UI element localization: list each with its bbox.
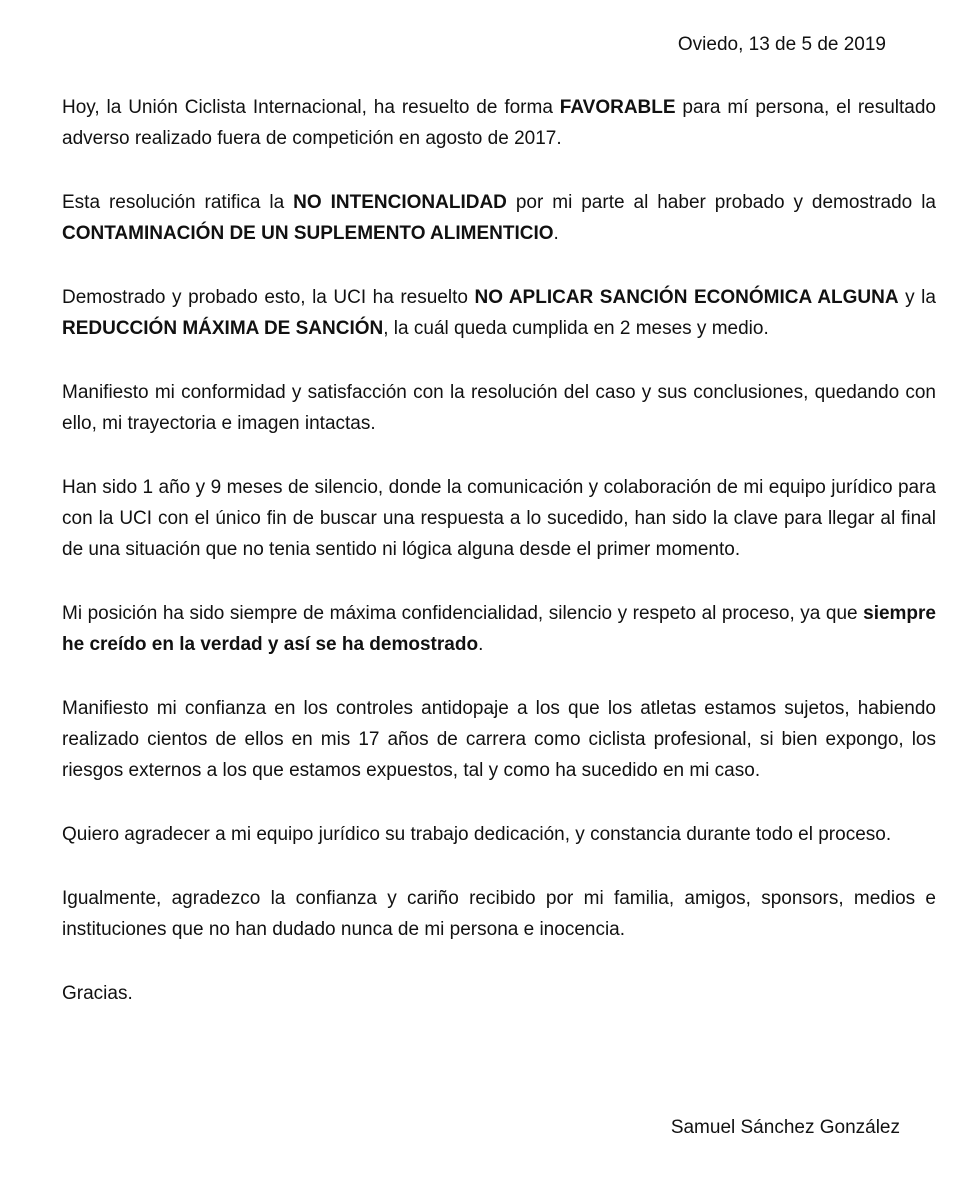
paragraph-6-text-c: . bbox=[478, 634, 484, 655]
paragraph-6 bbox=[62, 598, 936, 660]
paragraph-7: Manifiesto mi confianza en los controles antidopaje a los que los atletas estamos sujetos, habiendo realizado cientos de ellos en mis 17 años de carrera como ciclista profesional, si bien expongo, los riesgos externos a los que estamos expuestos, tal y como ha sucedido en mi caso. bbox=[62, 698, 936, 781]
paragraph-1-bold-1: FAVORABLE bbox=[559, 97, 676, 118]
letter-body bbox=[62, 92, 936, 1042]
paragraph-1-text-c: para mí persona, el resultado adverso realizado fuera de competición en agosto de 2017. bbox=[62, 97, 936, 149]
paragraph-3-bold-2: REDUCCIÓN MÁXIMA DE SANCIÓN bbox=[62, 318, 384, 339]
paragraph-4: Manifiesto mi conformidad y satisfacción con la resolución del caso y sus conclusiones, quedando con ello, mi trayectoria e imagen intactas. bbox=[62, 382, 936, 434]
paragraph-8: Quiero agradecer a mi equipo jurídico su trabajo dedicación, y constancia durante todo el proceso. bbox=[62, 824, 892, 845]
paragraph-9: Igualmente, agradezco la confianza y cariño recibido por mi familia, amigos, sponsors, medios e instituciones que no han dudado nunca de mi persona e inocencia. bbox=[62, 888, 936, 940]
paragraph-3-text-c: y la bbox=[898, 287, 936, 308]
paragraph-1 bbox=[62, 92, 936, 154]
paragraph-5: Han sido 1 año y 9 meses de silencio, donde la comunicación y colaboración de mi equipo jurídico para con la UCI con el único fin de buscar una respuesta a lo sucedido, han sido la clave para llegar al final de una situación que no tenia sentido ni lógica alguna desde el primer momento. bbox=[62, 477, 936, 560]
letter-date: Oviedo, 13 de 5 de 2019 bbox=[677, 34, 886, 55]
paragraph-2-bold-1: NO INTENCIONALIDAD bbox=[293, 192, 507, 213]
paragraph-closing: Gracias. bbox=[62, 983, 133, 1004]
paragraph-3 bbox=[62, 282, 936, 344]
paragraph-3-bold-1: NO APLICAR SANCIÓN ECONÓMICA ALGUNA bbox=[474, 287, 899, 308]
paragraph-2-text-c: por mi parte al haber probado y demostrado la bbox=[506, 192, 936, 213]
paragraph-2-text-a: Esta resolución ratifica la bbox=[62, 192, 294, 213]
paragraph-3-text-d: , la cuál queda cumplida en 2 meses y medio. bbox=[383, 318, 769, 339]
paragraph-2-bold-2: CONTAMINACIÓN DE UN SUPLEMENTO ALIMENTICIO bbox=[62, 223, 554, 244]
paragraph-1-text-a: Hoy, la Unión Ciclista Internacional, ha resuelto de forma bbox=[62, 97, 560, 118]
paragraph-2 bbox=[62, 187, 936, 249]
paragraph-2-text-d: . bbox=[553, 223, 559, 244]
paragraph-6-bold-1: siempre he creído en la verdad y así se ha demostrado bbox=[62, 603, 936, 655]
paragraph-6-text-a: Mi posición ha sido siempre de máxima confidencialidad, silencio y respeto al proceso, ya que bbox=[62, 603, 864, 624]
paragraph-3-text-a: Demostrado y probado esto, la UCI ha resuelto bbox=[62, 287, 475, 308]
signature-name: Samuel Sánchez González bbox=[670, 1117, 900, 1138]
